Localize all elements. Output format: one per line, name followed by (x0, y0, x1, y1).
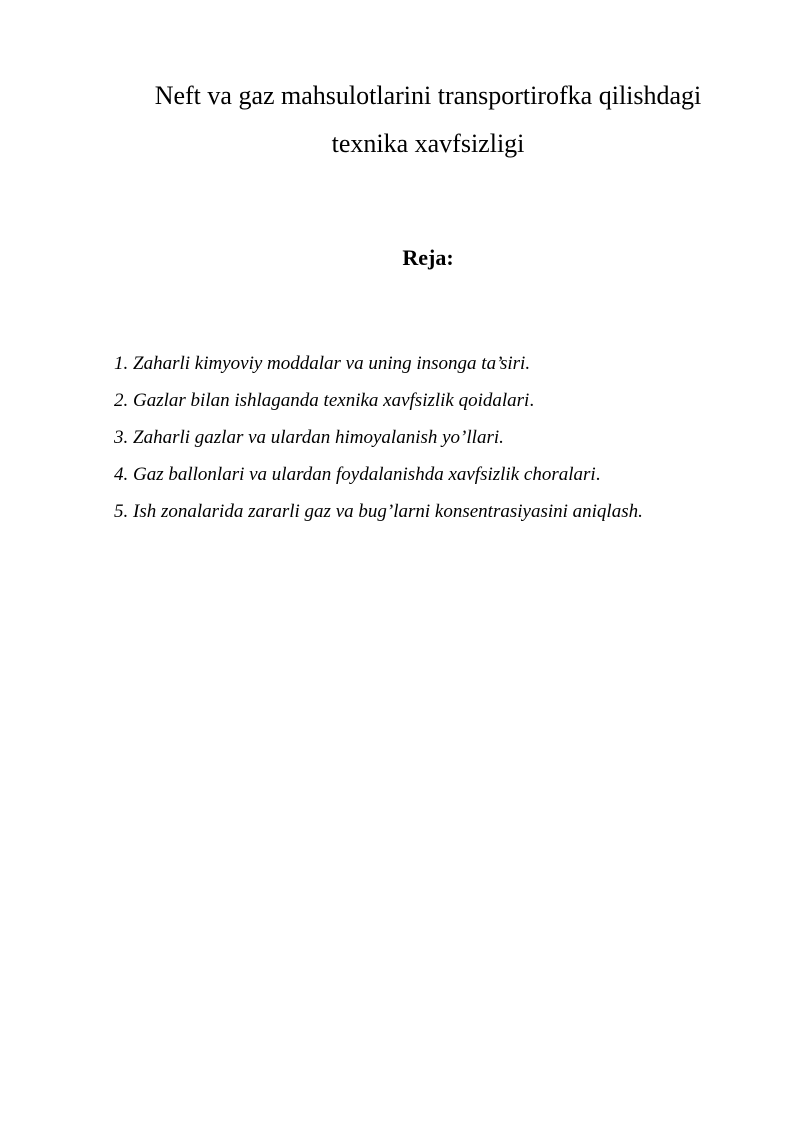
plan-item-end: . (595, 464, 601, 485)
plan-item-2 (114, 382, 643, 419)
plan-item-text: Ish zonalarida zararli gaz va bug’larni konsentrasiyasini aniqlash (133, 501, 639, 522)
title-line-1: Neft va gaz mahsulotlarini transportirofka qilishdagi (154, 81, 702, 110)
plan-item-1 (114, 345, 643, 382)
plan-item-number: 1. (114, 353, 129, 374)
plan-item-number: 5. (114, 501, 129, 522)
plan-item-end: . (499, 427, 504, 448)
plan-item-3 (114, 419, 643, 456)
plan-item-end: . (529, 390, 535, 411)
plan-item-end: . (638, 501, 643, 522)
plan-heading: Reja: (402, 245, 454, 270)
plan-item-text: Gazlar bilan ishlaganda texnika xavfsizlik qoidalari (133, 390, 530, 411)
plan-item-number: 4. (114, 464, 129, 485)
plan-item-text: Zaharli kimyoviy moddalar va uning insonga ta’siri (133, 353, 526, 374)
plan-item-end: . (525, 353, 531, 374)
plan-item-text: Zaharli gazlar va ulardan himoyalanish yo’llari (133, 427, 500, 448)
plan-item-5 (114, 493, 643, 530)
plan-item-number: 2. (114, 390, 129, 411)
plan-list (114, 345, 643, 530)
document-title (0, 72, 800, 168)
title-line-2: texnika xavfsizligi (331, 129, 525, 158)
plan-item-number: 3. (114, 427, 129, 448)
plan-item-text: Gaz ballonlari va ulardan foydalanishda xavfsizlik choralari (133, 464, 596, 485)
plan-item-4 (114, 456, 643, 493)
